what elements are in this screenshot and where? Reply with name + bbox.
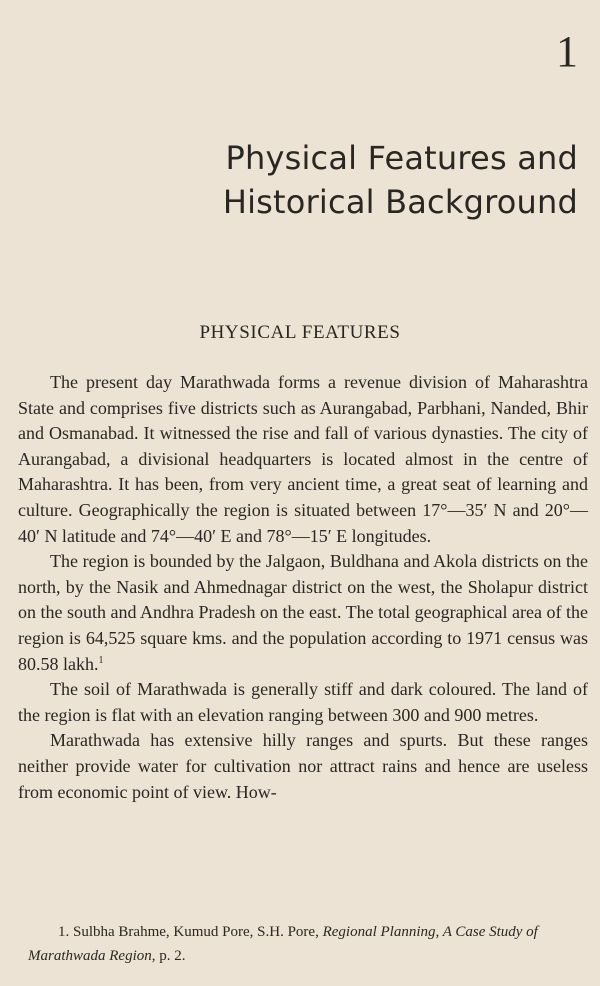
footnote-title: Regional Planning, A Case Study of Marathwada Region [28, 924, 538, 964]
chapter-title-line-2: Historical Background [222, 183, 578, 221]
section-heading: PHYSICAL FEATURES [199, 322, 401, 343]
chapter-title-line-1: Physical Features and [225, 139, 578, 177]
footnote-page: , p. 2. [151, 948, 186, 964]
chapter-title [223, 136, 578, 224]
body-text [18, 370, 588, 805]
footnote [28, 920, 588, 968]
footnote-authors: 1. Sulbha Brahme, Kumud Pore, S.H. Pore, [58, 924, 323, 940]
paragraph-2 [18, 549, 588, 677]
paragraph-3: The soil of Marathwada is generally stiff and dark coloured. The land of the region is flat with an elevation ranging between 300 and 900 metres. [18, 679, 588, 725]
footnote-marker: 1 [98, 654, 104, 666]
chapter-number: 1 [556, 27, 578, 76]
paragraph-1: The present day Marathwada forms a revenue division of Maharashtra State and comprises five districts such as Aurangabad, Parbhani, Nanded, Bhir and Osmanabad. It witnessed the rise and fall of various dynasties. The city of Aurangabad, a divisional headquarters is located almost in the centre of Maharashtra. It has been, from very ancient time, a great seat of learning and culture. Geographically the region is situated between 17°—35′ N and 20°—40′ N latitude and 74°—40′ E and 78°—15′ E longitudes. [18, 372, 588, 546]
paragraph-2-text: The region is bounded by the Jalgaon, Buldhana and Akola districts on the north, by the Nasik and Ahmednagar district on the west, the Sholapur district on the south and Andhra Pradesh on the east. The total geographical area of the region is 64,525 square kms. and the population according to 1971 census was 80.58 lakh. [18, 551, 588, 674]
paragraph-4: Marathwada has extensive hilly ranges and spurts. But these ranges neither provide water for cultivation nor attract rains and hence are useless from economic point of view. How- [18, 730, 588, 802]
